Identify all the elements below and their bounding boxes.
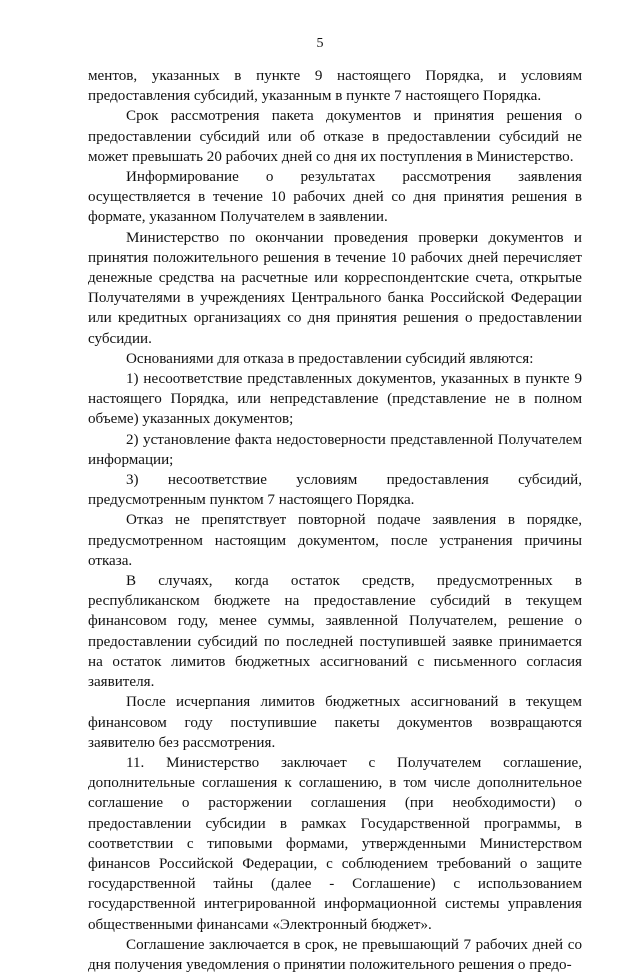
paragraph-refusal-grounds: Основаниями для отказа в предоставлении субсидий являются:	[126, 350, 534, 367]
page-number: 5	[316, 36, 324, 51]
paragraph-review-period: Срок рассмотрения пакета документов и принятия решения о предоставлении субсидий или об отказе в предоставлении субсидий не может превышать 20 рабочих дней со дня их поступления в Министерство.	[88, 108, 582, 165]
paragraph-informing: Информирование о результатах рассмотрения заявления осуществляется в течение 10 рабочих дней со дня принятия решения в формате, указанном Получателем в заявлении.	[88, 169, 582, 226]
paragraph-funds-transfer: Министерство по окончании проведения проверки документов и принятия положительного решения в течение 10 рабочих дней перечисляет денежные средства на расчетные или корреспондентские счета, открытые Получателями в учреждениях Центрального банка Российской Федерации или кредитных организациях со дня принятия решения о предоставлении субсидии.	[88, 229, 582, 347]
paragraph-agreement: 11. Министерство заключает с Получателем соглашение, дополнительные соглашения к соглашению, в том числе дополнительное соглашение о расторжении соглашения (при необходимости) о предоставлении субсидии в рамках Государственной программы, в соответствии с типовыми формами, утвержденными Министерством финансов Российской Федерации, с соблюдением требований о защите государственной тайны (далее - Соглашение) с использованием государственной интегрированной информационной системы управления общественными финансами «Электронный бюджет».	[88, 754, 582, 933]
paragraph-budget-remainder: В случаях, когда остаток средств, предусмотренных в республиканском бюджете на предоставление субсидий в текущем финансовом году, менее суммы, заявленной Получателем, решение о предоставлении субсидий по последней поступившей заявке принимается на остаток лимитов бюджетных ассигнований с письменного согласия заявителя.	[88, 573, 582, 691]
paragraph-limits-exhausted: После исчерпания лимитов бюджетных ассигнований в текущем финансовом году поступившие пакеты документов возвращаются заявителю без рассмотрения.	[88, 694, 582, 751]
paragraph-ground-3: 3) несоответствие условиям предоставления субсидий, предусмотренным пунктом 7 настоящего Порядка.	[88, 472, 582, 509]
document-body	[88, 66, 582, 975]
paragraph-agreement-term: Соглашение заключается в срок, не превышающий 7 рабочих дней со дня получения уведомления о принятии положительного решения о предо-	[88, 936, 582, 973]
paragraph-resubmission: Отказ не препятствует повторной подаче заявления в порядке, предусмотренном настоящим документом, после устранения причины отказа.	[88, 512, 582, 569]
paragraph-continued: ментов, указанных в пункте 9 настоящего Порядка, и условиям предоставления субсидий, указанным в пункте 7 настоящего Порядка.	[88, 68, 582, 105]
paragraph-ground-1: 1) несоответствие представленных документов, указанных в пункте 9 настоящего Порядка, или непредставление (представление не в полном объеме) указанных документов;	[88, 371, 582, 428]
paragraph-ground-2: 2) установление факта недостоверности представленной Получателем информации;	[88, 431, 582, 468]
